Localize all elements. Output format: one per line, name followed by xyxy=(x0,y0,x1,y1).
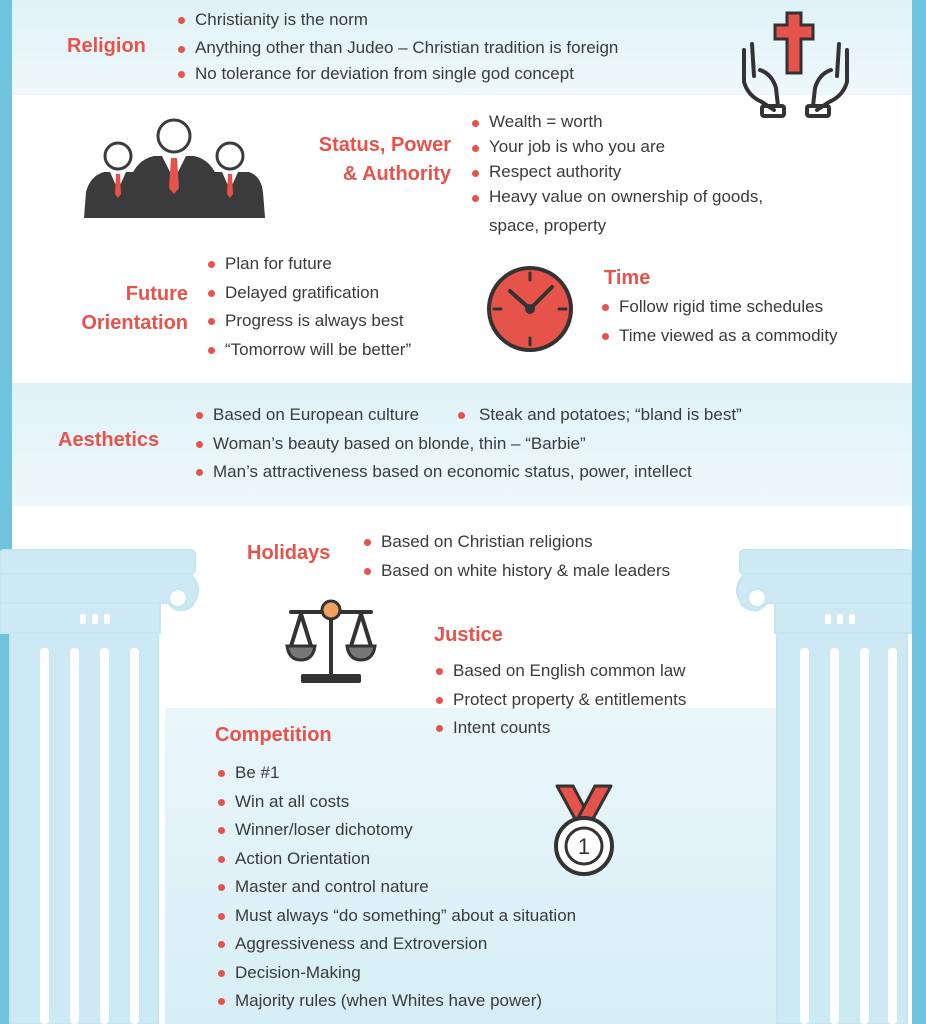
list-item: Your job is who you are xyxy=(470,134,763,159)
list-item: Man’s attractiveness based on economic status, power, intellect xyxy=(194,458,692,487)
medal-number: 1 xyxy=(577,834,591,859)
list-item: Heavy value on ownership of goods, xyxy=(470,184,763,209)
religion-title: Religion xyxy=(67,35,146,57)
list-item: Protect property & entitlements xyxy=(434,686,686,715)
list-item: Aggressiveness and Extroversion xyxy=(216,930,576,959)
medal-icon xyxy=(551,782,617,880)
business-people-icon xyxy=(82,118,267,220)
aesthetics-title: Aesthetics xyxy=(58,429,160,451)
future-list xyxy=(206,250,411,364)
praying-hands-cross-icon xyxy=(738,10,853,122)
list-item: Winner/loser dichotomy xyxy=(216,816,576,845)
justice-title: Justice xyxy=(434,624,503,646)
list-item: Intent counts xyxy=(434,714,686,743)
holidays-title: Holidays xyxy=(247,542,331,564)
right-frame-border xyxy=(912,0,926,1024)
list-item: Wealth = worth xyxy=(470,109,763,134)
time-title: Time xyxy=(604,267,651,289)
list-item: Plan for future xyxy=(206,250,411,279)
list-item: Anything other than Judeo – Christian tradition is foreign xyxy=(176,35,618,60)
status-title-line1: Status, Power xyxy=(318,134,451,156)
aesthetics-extra-list xyxy=(456,401,742,430)
list-item: Christianity is the norm xyxy=(176,6,618,35)
competition-list xyxy=(216,759,576,1016)
list-item: Win at all costs xyxy=(216,788,576,817)
list-item: Progress is always best xyxy=(206,307,411,336)
scales-icon xyxy=(285,598,377,686)
status-list xyxy=(470,109,763,209)
list-item: Be #1 xyxy=(216,759,576,788)
list-item: Based on white history & male leaders xyxy=(362,557,670,586)
list-item: Based on European culture xyxy=(194,401,692,430)
justice-list xyxy=(434,657,686,743)
list-item: Steak and potatoes; “bland is best” xyxy=(456,401,742,430)
list-item: Majority rules (when Whites have power) xyxy=(216,987,576,1016)
list-item: Based on English common law xyxy=(434,657,686,686)
future-title-line1: Future xyxy=(125,283,188,305)
list-item: Decision-Making xyxy=(216,959,576,988)
status-continuation-text: space, property xyxy=(489,216,607,235)
list-item: No tolerance for deviation from single god concept xyxy=(176,60,618,89)
time-list xyxy=(600,293,838,350)
list-item: Master and control nature xyxy=(216,873,576,902)
clock-icon xyxy=(484,265,576,353)
competition-title: Competition xyxy=(215,724,332,746)
list-item: Action Orientation xyxy=(216,845,576,874)
list-item: Respect authority xyxy=(470,159,763,184)
list-item: “Tomorrow will be better” xyxy=(206,336,411,365)
holidays-list xyxy=(362,528,670,585)
list-item: Delayed gratification xyxy=(206,279,411,308)
list-item: Follow rigid time schedules xyxy=(600,293,838,322)
future-title-line2: Orientation xyxy=(81,312,188,334)
list-item: Woman’s beauty based on blonde, thin – “Barbie” xyxy=(194,430,692,459)
status-title-line2: & Authority xyxy=(342,163,451,185)
list-item: Time viewed as a commodity xyxy=(600,322,838,351)
list-item: Based on Christian religions xyxy=(362,528,670,557)
religion-list xyxy=(176,6,618,88)
list-item: Must always “do something” about a situation xyxy=(216,902,576,931)
